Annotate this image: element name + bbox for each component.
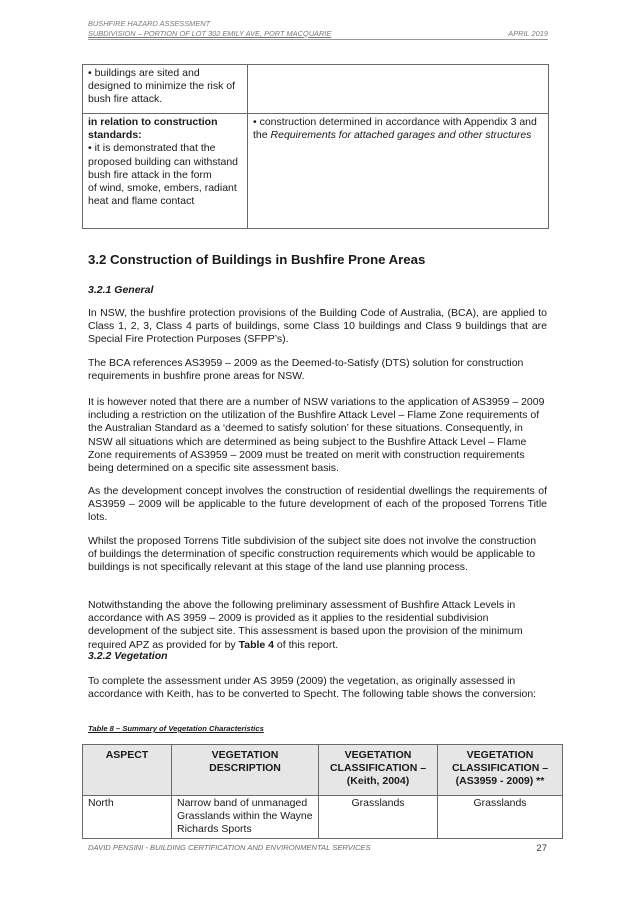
- paragraph-text: of this report.: [274, 638, 339, 651]
- table-cell: Grasslands: [319, 796, 438, 839]
- paragraph: The BCA references AS3959 – 2009 as the Deemed-to-Satisfy (DTS) solution for construction requirements in bushfire prone areas for NSW.: [88, 357, 524, 383]
- footer-company: DAVID PENSINI - BUILDING CERTIFICATION AND ENVIRONMENTAL SERVICES: [88, 843, 371, 852]
- paragraph: [88, 599, 547, 652]
- cell-text: • construction determined in accordance with Appendix 3 and the: [253, 116, 537, 142]
- objectives-table: [82, 64, 549, 229]
- page-footer: [88, 843, 547, 854]
- paragraph-text: Notwithstanding the above the following preliminary assessment of Bushfire Attack Levels in accordance with AS 3959 – 2009 is provided as it applies to the residential subdivision development of the subject site. This assessment is based upon the provision of the minimum required APZ as provided for by: [88, 599, 523, 651]
- table-reference: Table 4: [238, 638, 274, 651]
- table-cell: Narrow band of unmanaged Grasslands within the Wayne Richards Sports: [172, 796, 319, 839]
- column-header: VEGETATION DESCRIPTION: [172, 745, 319, 796]
- table-cell: [248, 65, 549, 114]
- column-header: VEGETATION CLASSIFICATION – (AS3959 - 2009) **: [438, 745, 563, 796]
- cell-text: • it is demonstrated that the proposed building can withstand bush fire attack in the form: [88, 142, 239, 181]
- paragraph: Whilst the proposed Torrens Title subdivision of the subject site does not involve the construction of buildings the determination of specific construction requirements which would be applicable to buildings is not specifically relevant at this stage of the land use planning process.: [88, 535, 537, 574]
- page-number: 27: [536, 843, 547, 854]
- column-header: ASPECT: [83, 745, 172, 796]
- subsection-vegetation-title: 3.2.2 Vegetation: [88, 650, 168, 662]
- header-title: BUSHFIRE HAZARD ASSESSMENT: [88, 19, 211, 28]
- table-caption: Table 8 – Summary of Vegetation Characteristics: [88, 724, 264, 733]
- table-row: [83, 114, 549, 229]
- cell-text: of wind, smoke, embers, radiant heat and flame contact: [88, 182, 237, 208]
- page-header: [88, 19, 548, 40]
- header-subtitle-row: [88, 29, 548, 41]
- column-header: VEGETATION CLASSIFICATION – (Keith, 2004): [319, 745, 438, 796]
- section-title: 3.2 Construction of Buildings in Bushfire Prone Areas: [88, 252, 426, 267]
- table-cell: Grasslands: [438, 796, 563, 839]
- construction-standards-heading: in relation to construction standards:: [88, 116, 218, 142]
- paragraph: To complete the assessment under AS 3959 (2009) the vegetation, as originally assessed in accordance with Keith, has to be converted to Specht. The following table shows the conversion:: [88, 675, 537, 701]
- header-subtitle: SUBDIVISION – PORTION OF LOT 302 EMILY AVE, PORT MACQUARIE: [88, 28, 332, 38]
- cell-italic-text: Requirements for attached garages and other structures: [270, 129, 532, 142]
- table-cell: [83, 114, 248, 229]
- table-row: [83, 796, 563, 839]
- table-cell: [248, 114, 549, 229]
- header-date: APRIL 2019: [508, 28, 548, 38]
- table-cell: • buildings are sited and designed to minimize the risk of bush fire attack.: [83, 65, 248, 114]
- subsection-general-title: 3.2.1 General: [88, 284, 154, 296]
- table-header-row: [83, 745, 563, 796]
- paragraph: As the development concept involves the construction of residential dwellings the requirements of AS3959 – 2009 will be applicable to the future development of each of the proposed Torrens Title lots.: [88, 485, 547, 524]
- table-cell: North: [83, 796, 172, 839]
- paragraph: It is however noted that there are a number of NSW variations to the application of AS3959 – 2009 including a restriction on the utilization of the Bushfire Attack Level – Flame Zone requirements of the Australian Standard as a ‘deemed to satisfy solution’ for these situations. Consequently, in NSW all situations which are determined as being subject to the Bushfire Attack Level – Flame Zone requirements of AS3959 – 2009 must be treated on merit with construction requirements being determined on a specific site assessment basis.: [88, 396, 545, 475]
- vegetation-table: [82, 744, 563, 839]
- table-row: [83, 65, 549, 114]
- paragraph: In NSW, the bushfire protection provisions of the Building Code of Australia, (BCA), are applied to Class 1, 2, 3, Class 4 parts of buildings, some Class 10 buildings and Class 9 buildings that are Special Fire Protection Purposes (SFPP’s).: [88, 307, 547, 346]
